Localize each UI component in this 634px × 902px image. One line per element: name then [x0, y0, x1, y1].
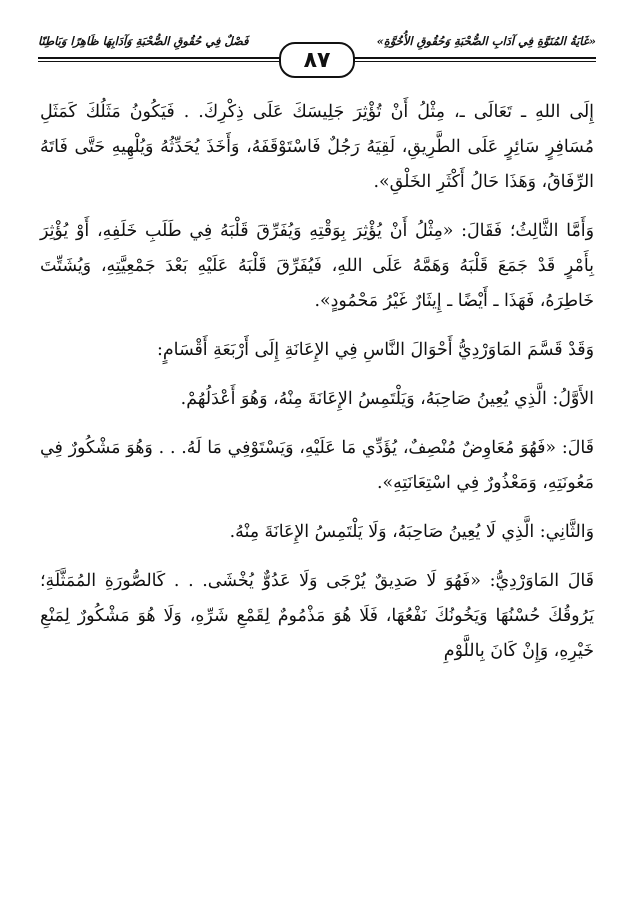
paragraph-1: إِلَى اللهِ ـ تَعَالَى ـ، مِثْلُ أَنْ تُؤْثِرَ جَلِيسَكَ عَلَى ذِكْرِكَ. . فَيَكُونُ مَثَلُكَ كَمَثَلِ مُسَافِرٍ سَائِرٍ عَلَى الطَّرِيقِ، لَقِيَهُ رَجُلٌ فَاسْتَوْقَفَهُ، وَأَخَذَ يُحَدِّثُهُ وَيُلْهِيهِ حَتَّى فَاتَهُ الرِّفَاقُ، وَهَذَا حَالُ أَكْثَرِ الخَلْقِ».	[40, 102, 594, 192]
paragraph-5: قَالَ: «فَهُوَ مُعَاوِضٌ مُنْصِفٌ، يُؤَدِّي مَا عَلَيْهِ، وَيَسْتَوْفِي مَا لَهُ. . . وَهُوَ مَشْكُورٌ فِي مَعُونَتِهِ، وَمَعْذُورٌ فِي اسْتِعَانَتِهِ».	[40, 438, 594, 493]
page-number: ٨٧	[279, 42, 355, 78]
paragraph-7: قَالَ المَاوَرْدِيُّ: «فَهُوَ لَا صَدِيقٌ يُرْجَى وَلَا عَدُوٌّ يُخْشَى. . . كَالصُّورَةِ المُمَثَّلَةِ؛ يَرُوقُكَ حُسْنُهَا وَيَخُونُكَ نَفْعُهَا، فَلَا هُوَ مَذْمُومٌ لِقَمْعِ شَرِّهِ، وَلَا هُوَ مَشْكُورٌ لِمَنْعِ خَيْرِهِ، وَإِنْ كَانَ بِاللَّوْمِ	[40, 571, 594, 661]
paragraph-4: الأَوَّلُ: الَّذِي يُعِينُ صَاحِبَهُ، وَيَلْتَمِسُ الإِعَانَةَ مِنْهُ، وَهُوَ أَعْدَلُهُمْ.	[180, 389, 594, 409]
paragraph-3: وَقَدْ قَسَّمَ المَاوَرْدِيُّ أَحْوَالَ النَّاسِ فِي الإِعَانَةِ إِلَى أَرْبَعَةِ أَقْسَامٍ:	[157, 340, 594, 360]
paragraph-2: وَأَمَّا الثَّالِثُ؛ فَقَالَ: «مِثْلُ أَنْ يُؤْثِرَ بِوَقْتِهِ وَيُفَرِّقَ قَلْبَهُ فِي طَلَبِ خَلَفِهِ، أَوْ يُؤْثِرَ بِأَمْرٍ قَدْ جَمَعَ قَلْبَهُ وَهَمَّهُ عَلَى اللهِ، فَيُفَرِّقَ قَلْبَهُ عَلَيْهِ بَعْدَ جَمْعِيَّتِهِ، وَيُشَتِّتَ خَاطِرَهُ، فَهَذَا ـ أَيْضًا ـ إِيثَارٌ غَيْرُ مَحْمُودٍ».	[40, 221, 594, 311]
page-body	[40, 95, 594, 669]
paragraph-6: وَالثَّانِي: الَّذِي لَا يُعِينُ صَاحِبَهُ، وَلَا يَلْتَمِسُ الإِعَانَةَ مِنْهُ.	[229, 522, 594, 542]
chapter-title: فَصْلٌ فِي حُقُوقِ الصُّحْبَةِ وَآدَابِهَا ظَاهِرًا وَبَاطِنًا	[38, 34, 249, 48]
page-header	[38, 20, 596, 72]
book-title: «غَايَةُ المُنَوَّةِ فِي آدَابِ الصُّحْبَةِ وَحُقُوقِ الأُخُوَّةِ»	[376, 34, 596, 48]
